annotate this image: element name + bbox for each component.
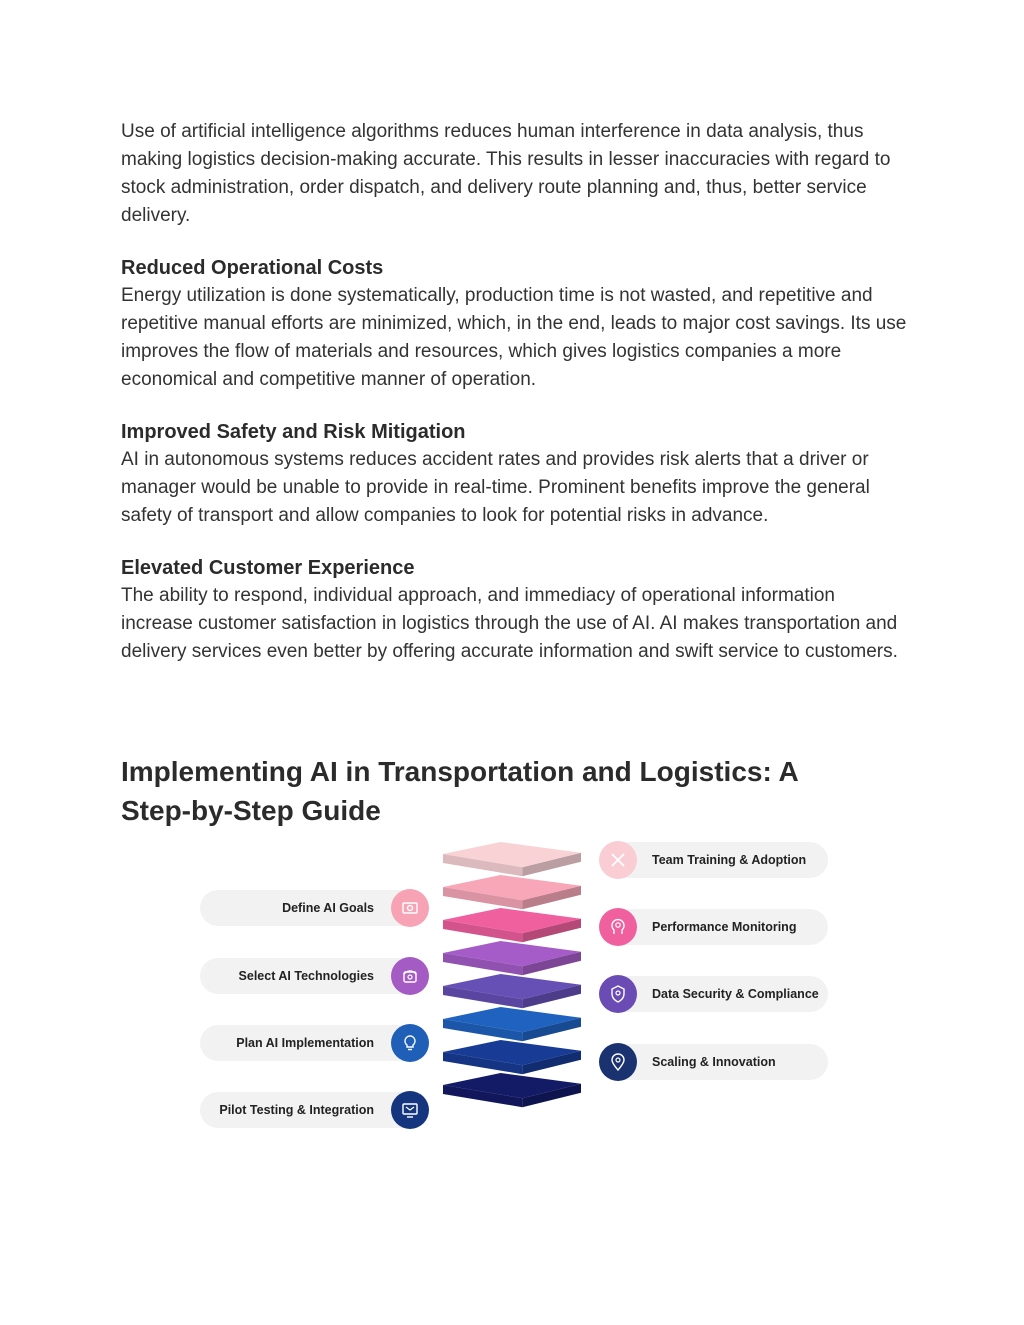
tools-icon bbox=[599, 841, 637, 879]
step-select-ai-technologies bbox=[200, 958, 428, 994]
stack-layer-1 bbox=[443, 842, 581, 876]
step-data-security-compliance bbox=[600, 976, 828, 1012]
stack-layer-4 bbox=[443, 941, 581, 975]
section-title: Improved Safety and Risk Mitigation bbox=[121, 421, 466, 443]
section-body: The ability to respond, individual approach, and immediacy of operational information increase customer satisfaction in logistics through the use of AI. AI makes transportation and delivery services even better by offering accurate information and swift service to customers. bbox=[121, 585, 898, 662]
section-title: Elevated Customer Experience bbox=[121, 557, 415, 579]
step-performance-monitoring bbox=[600, 909, 828, 945]
lightbulb-icon bbox=[391, 1024, 429, 1062]
guide-heading: Implementing AI in Transportation and Logistics: A Step-by-Step Guide bbox=[121, 756, 798, 826]
step-scaling-innovation bbox=[600, 1044, 828, 1080]
step-label: Team Training & Adoption bbox=[652, 853, 807, 867]
section-customer-experience bbox=[121, 554, 911, 666]
step-label: Pilot Testing & Integration bbox=[219, 1103, 374, 1117]
step-label: Plan AI Implementation bbox=[236, 1036, 374, 1050]
step-define-ai-goals bbox=[200, 890, 428, 926]
section-body: Energy utilization is done systematically, production time is not wasted, and repetitive and repetitive manual efforts are minimized, which, in the end, leads to major cost savings. Its use improves the flow of materials and resources, which gives logistics companies a more economical and competitive manner of operation. bbox=[121, 285, 907, 390]
stack-layer-7 bbox=[443, 1040, 581, 1074]
step-pilot-testing-integration bbox=[200, 1092, 428, 1128]
stack-layer-3 bbox=[443, 908, 581, 942]
stack-layer-2 bbox=[443, 875, 581, 909]
shield-person-icon bbox=[599, 975, 637, 1013]
brain-icon bbox=[599, 908, 637, 946]
intro-paragraph: Use of artificial intelligence algorithms reduces human interference in data analysis, thus making logistics decision-making accurate. This results in lesser inaccuracies with regard to stock administration, order dispatch, and delivery route planning and, thus, better service delivery. bbox=[121, 121, 891, 226]
section-title: Reduced Operational Costs bbox=[121, 257, 384, 279]
section-body: AI in autonomous systems reduces accident rates and provides risk alerts that a driver or manager would be unable to provide in real-time. Prominent benefits improve the general safety of transport and allow companies to look for potential risks in advance. bbox=[121, 449, 870, 526]
step-label: Scaling & Innovation bbox=[652, 1055, 776, 1069]
money-icon bbox=[391, 889, 429, 927]
monitor-icon bbox=[391, 1091, 429, 1129]
phone-icon bbox=[391, 957, 429, 995]
stack-layer-8 bbox=[443, 1073, 581, 1107]
article-body bbox=[121, 118, 911, 666]
stack-layer-6 bbox=[443, 1007, 581, 1041]
step-plan-ai-implementation bbox=[200, 1025, 428, 1061]
stack-layer-5 bbox=[443, 974, 581, 1008]
step-guide-infographic bbox=[195, 838, 835, 1138]
layer-stack bbox=[435, 838, 595, 1138]
section-reduced-costs bbox=[121, 254, 911, 394]
section-safety bbox=[121, 418, 911, 530]
step-team-training-adoption bbox=[600, 842, 828, 878]
step-label: Performance Monitoring bbox=[652, 920, 797, 934]
step-label: Define AI Goals bbox=[282, 901, 374, 915]
step-label: Data Security & Compliance bbox=[652, 987, 819, 1001]
location-pin-icon bbox=[599, 1043, 637, 1081]
step-label: Select AI Technologies bbox=[238, 969, 374, 983]
